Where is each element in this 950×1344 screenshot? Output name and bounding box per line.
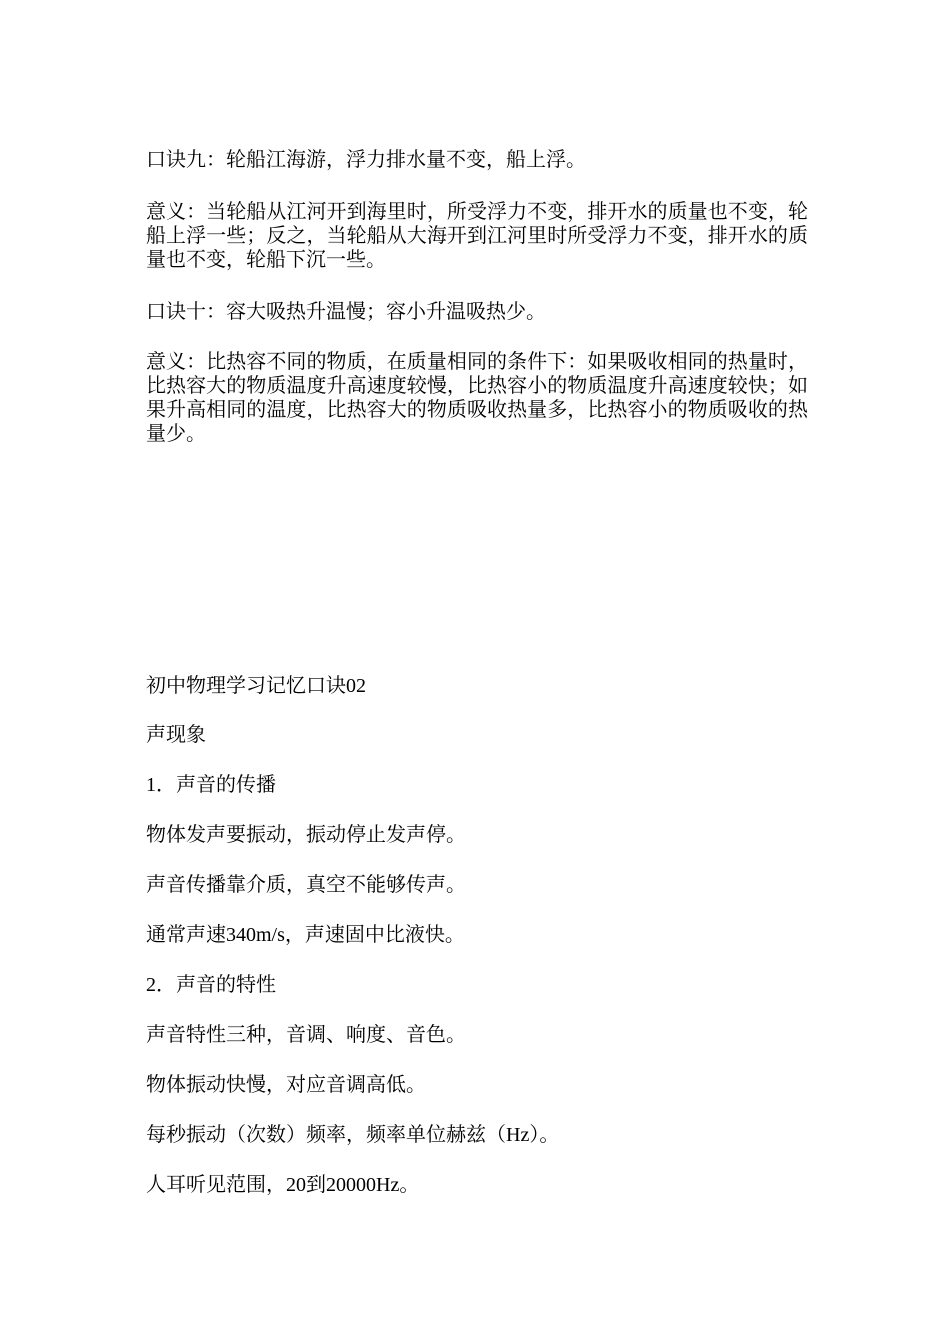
verse-line: 人耳听见范围，20到20000Hz。 (146, 1174, 420, 1196)
verse-line: 物体振动快慢，对应音调高低。 (146, 1074, 426, 1096)
verse-line: 物体发声要振动，振动停止发声停。 (146, 824, 466, 846)
mnemonic-nine-meaning: 意义：当轮船从江河开到海里时，所受浮力不变，排开水的质量也不变，轮船上浮一些；反之，当轮船从大海开到江河里时所受浮力不变，排开水的质量也不变，轮船下沉一些。 (146, 201, 808, 271)
verse-line: 每秒振动（次数）频率，频率单位赫兹（Hz）。 (146, 1124, 560, 1146)
verse-line: 声音传播靠介质，真空不能够传声。 (146, 874, 466, 896)
mnemonic-ten: 口诀十：容大吸热升温慢；容小升温吸热少。 (146, 301, 546, 323)
section-heading-sound-propagation: 1．声音的传播 (146, 774, 276, 796)
document-title: 初中物理学习记忆口诀02 (146, 675, 366, 697)
verse-line: 通常声速340m/s，声速固中比液快。 (146, 924, 465, 946)
mnemonic-nine: 口诀九：轮船江海游，浮力排水量不变，船上浮。 (146, 149, 586, 171)
section-heading-sound-properties: 2．声音的特性 (146, 974, 276, 996)
mnemonic-ten-meaning: 意义：比热容不同的物质，在质量相同的条件下：如果吸收相同的热量时，比热容大的物质温度升高速度较慢，比热容小的物质温度升高速度较快；如果升高相同的温度，比热容大的物质吸收热量多，比热容小的物质吸收的热量少。 (146, 351, 808, 445)
verse-line: 声音特性三种，音调、响度、音色。 (146, 1024, 466, 1046)
chapter-heading: 声现象 (146, 724, 206, 746)
